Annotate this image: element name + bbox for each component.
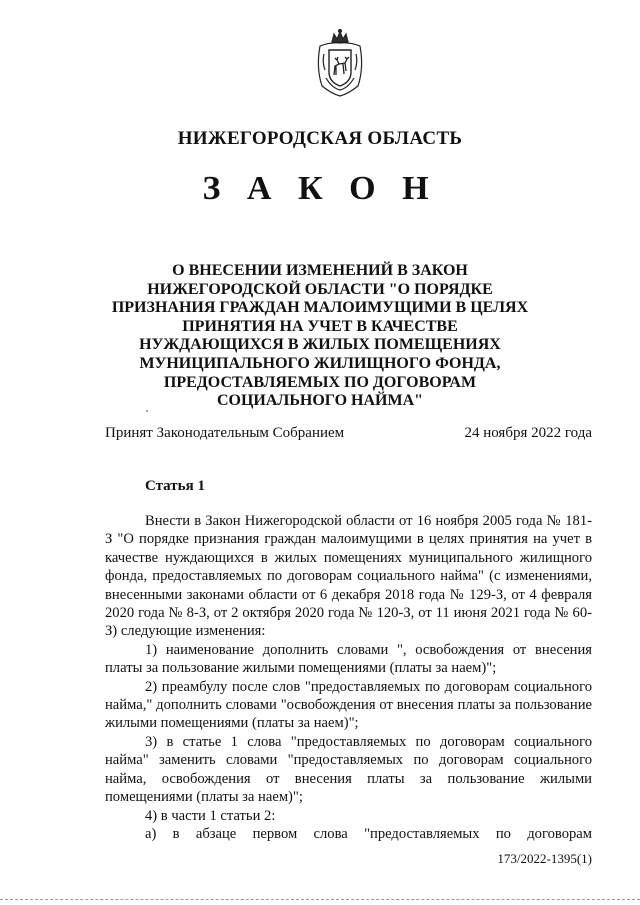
paragraph: 2) преамбулу после слов "предоставляемых по договорам социального найма," дополнить словами "освобождения от внесения платы за пользование жилыми помещениями (платы за наем)"; xyxy=(105,678,592,732)
paragraph: 4) в части 1 статьи 2: xyxy=(145,807,276,824)
article-body xyxy=(105,512,592,843)
page-edge-line xyxy=(0,899,640,900)
coat-of-arms-icon xyxy=(314,28,366,98)
paragraph: а) в абзаце первом слова "предоставляемых по договорам xyxy=(145,825,592,842)
paragraph: 3) в статье 1 слова "предоставляемых по договорам социального найма" заменить словами "предоставляемых по договорам социального найма, освобождения от внесения платы за пользование жилыми помещениями (платы за наем)"; xyxy=(105,733,592,806)
paragraph: 1) наименование дополнить словами ", освобождения от внесения платы за пользование жилыми помещениями (платы за наем)"; xyxy=(105,641,592,677)
document-type: З А К О Н xyxy=(202,170,438,207)
scan-speck xyxy=(146,410,148,412)
adoption-date: 24 ноября 2022 года xyxy=(464,425,592,441)
law-title: О ВНЕСЕНИИ ИЗМЕНЕНИЙ В ЗАКОН НИЖЕГОРОДСКОЙ ОБЛАСТИ "О ПОРЯДКЕ ПРИЗНАНИЯ ГРАЖДАН МАЛОИМУЩИМИ В ЦЕЛЯХ ПРИНЯТИЯ НА УЧЕТ В КАЧЕСТВЕ НУЖДАЮЩИХСЯ В ЖИЛЫХ ПОМЕЩЕНИЯХ МУНИЦИПАЛЬНОГО ЖИЛИЩНОГО ФОНДА, ПРЕДОСТАВЛЯЕМЫХ ПО ДОГОВОРАМ СОЦИАЛЬНОГО НАЙМА" xyxy=(111,262,529,410)
paragraph: Внести в Закон Нижегородской области от 16 ноября 2005 года № 181-З "О порядке признания граждан малоимущими в целях принятия на учет в качестве нуждающихся в жилых помещениях муниципального жилищного фонда, предоставляемых по договорам социального найма" (с изменениями, внесенными законами области от 6 декабря 2018 года № 129-З, от 4 февраля 2020 года № 8-З, от 2 октября 2020 года № 120-З, от 11 июня 2021 года № 60-З) следующие изменения: xyxy=(105,513,592,640)
region-name: НИЖЕГОРОДСКАЯ ОБЛАСТЬ xyxy=(177,128,463,149)
adopted-by: Принят Законодательным Собранием xyxy=(105,425,345,441)
article-heading: Статья 1 xyxy=(145,478,205,494)
document-code: 173/2022-1395(1) xyxy=(497,851,592,866)
